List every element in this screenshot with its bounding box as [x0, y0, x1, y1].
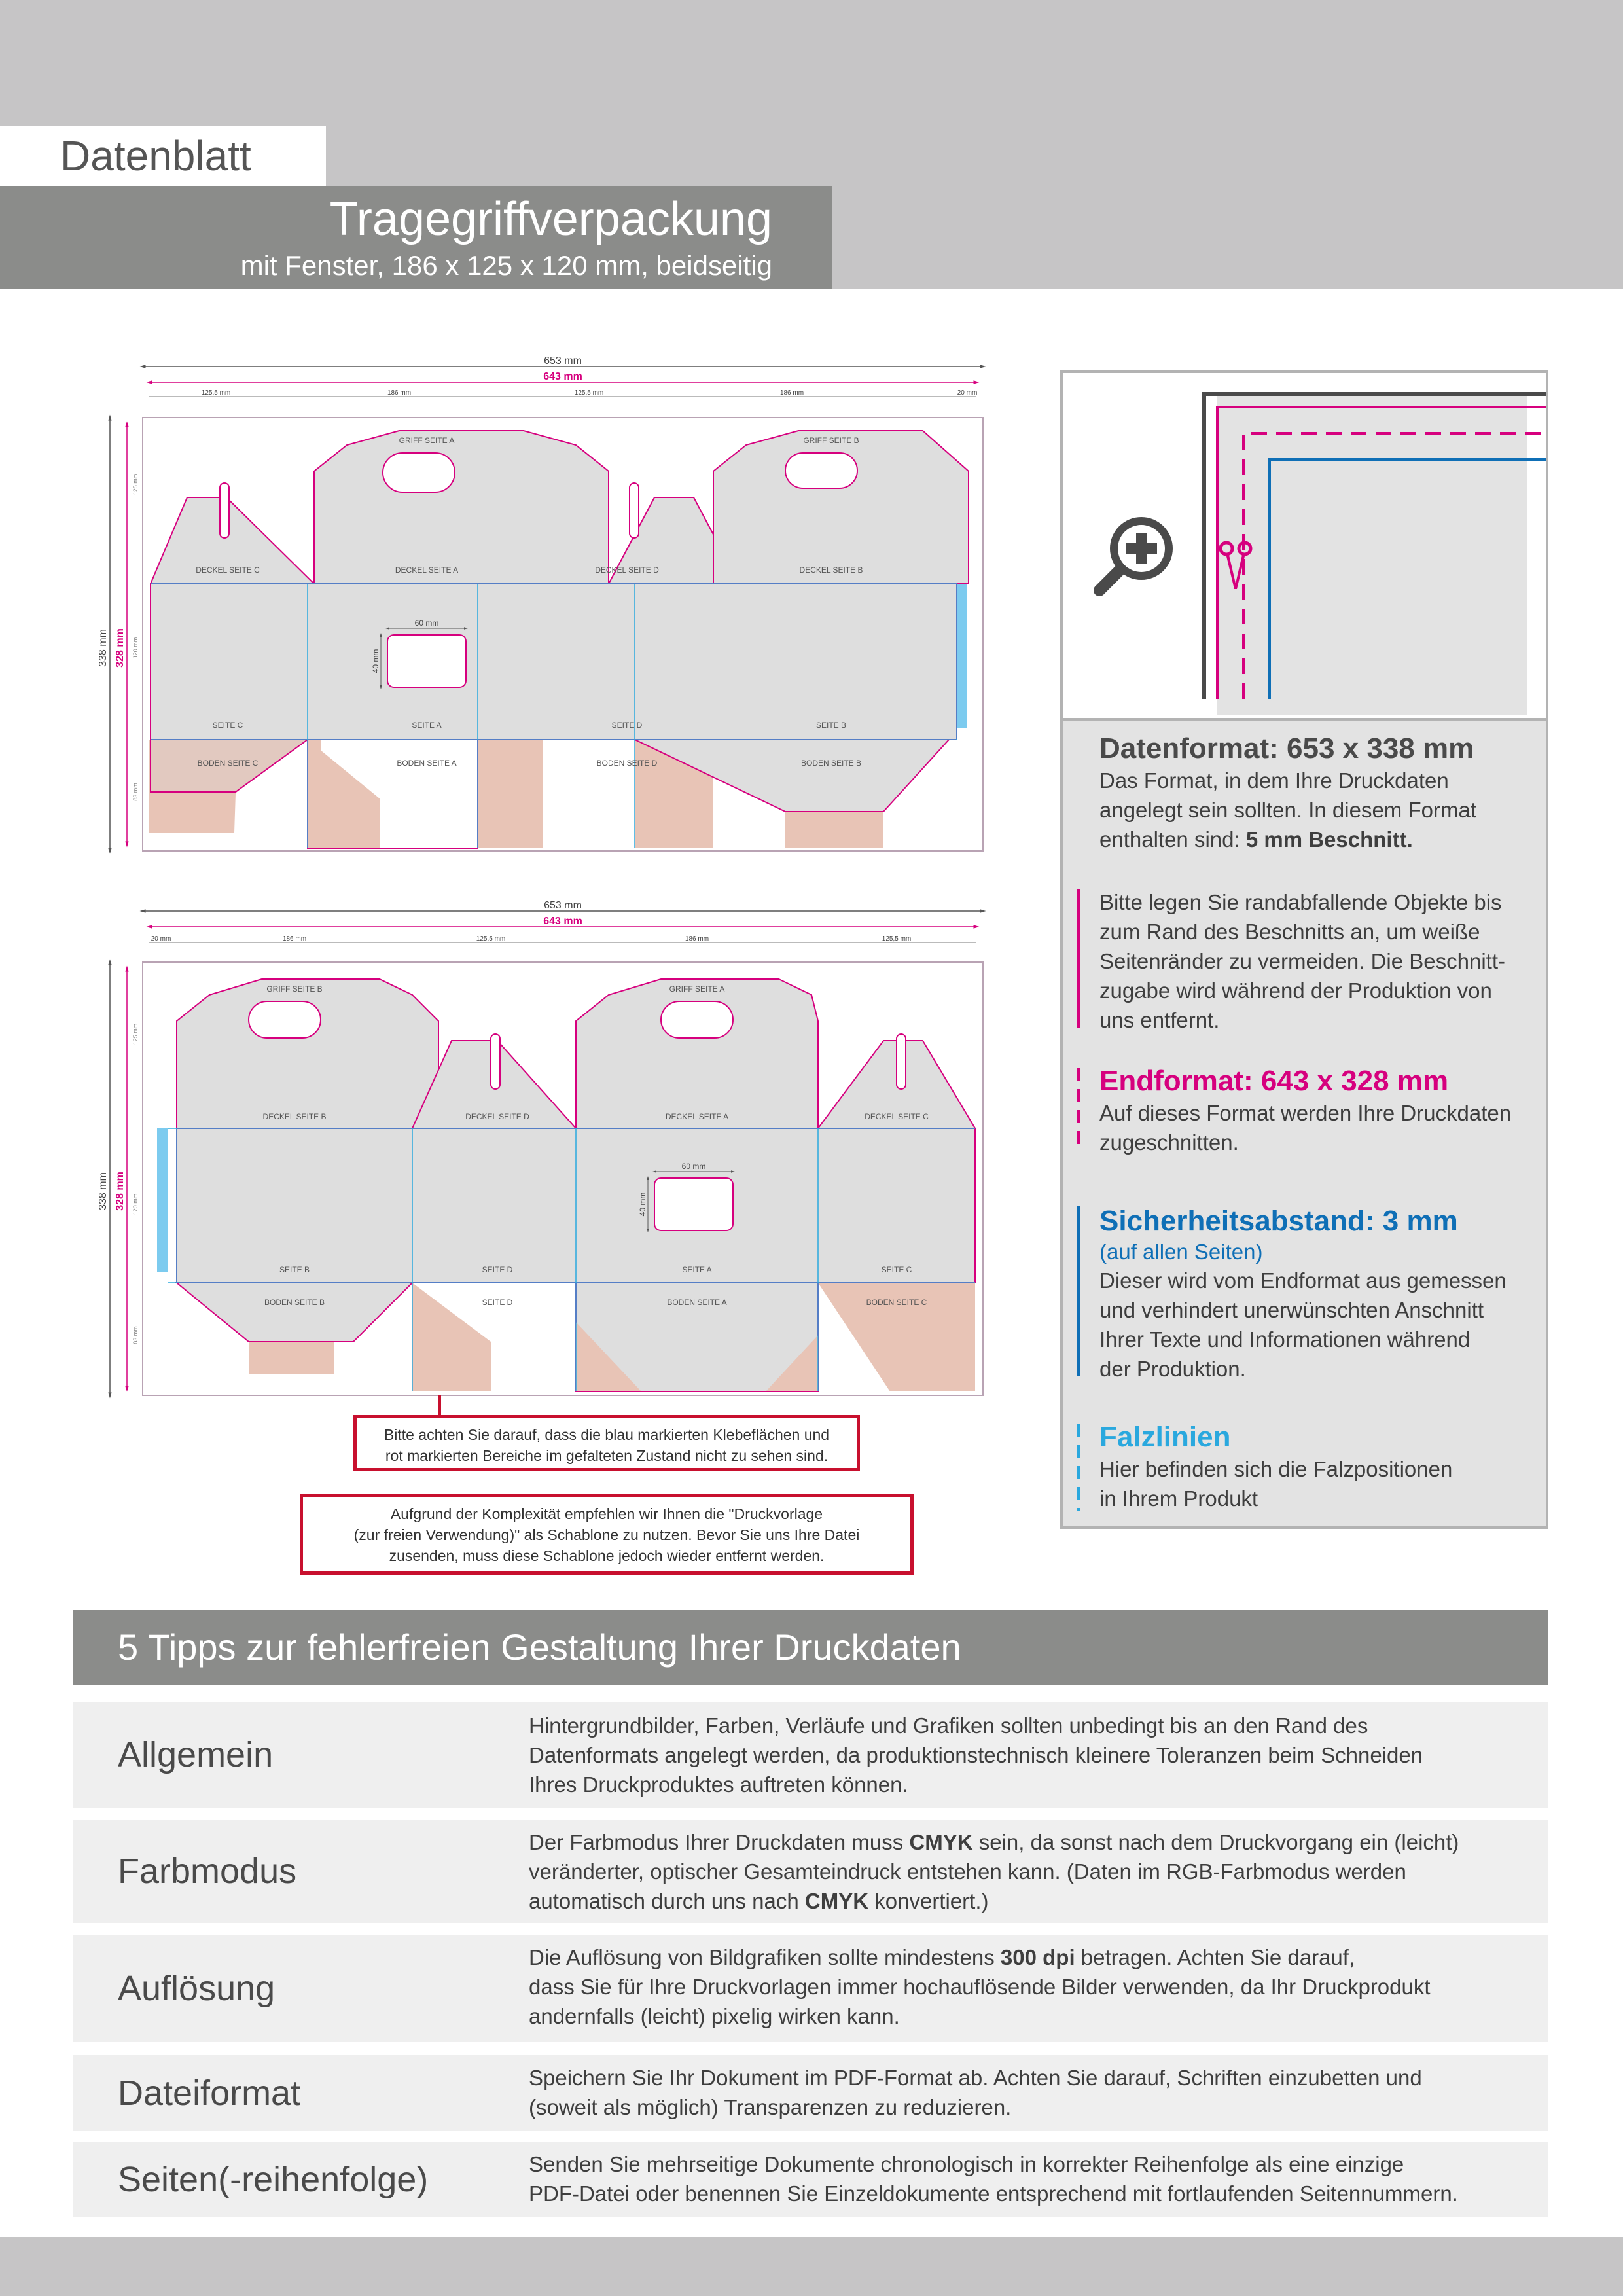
tip-label: Dateiformat	[118, 2073, 301, 2113]
dim-segment: 125,5 mm	[476, 935, 506, 942]
sicherheit-title: Sicherheitsabstand: 3 mm	[1099, 1205, 1458, 1237]
panel-label: GRIFF SEITE B	[803, 436, 859, 445]
window-cutout	[387, 635, 466, 687]
panel-label: DECKEL SEITE A	[665, 1112, 729, 1121]
panel-label: DECKEL SEITE D	[595, 565, 659, 575]
tip-row: Allgemein Hintergrundbilder, Farben, Verläufe und Grafiken sollten unbedingt bis an den Rand des Datenformats angelegt werden, da produktionstechnisch kleinere Toleranzen beim Schneiden Ihres Druckproduktes auftreten können.	[73, 1702, 1548, 1808]
dim-height-outer: 338 mm	[98, 629, 109, 667]
dim-window-width: 60 mm	[681, 1162, 706, 1171]
tip-row: Dateiformat Speichern Sie Ihr Dokument im PDF-Format ab. Achten Sie darauf, Schriften einzubetten und (soweit als möglich) Transparenzen zu reduzieren.	[73, 2055, 1548, 2131]
dim-window-width: 60 mm	[414, 619, 439, 628]
panel-label: BODEN SEITE A	[667, 1298, 727, 1307]
dim-height-small: 83 mm	[132, 783, 139, 801]
tip-label: Seiten(-reihenfolge)	[118, 2160, 429, 2199]
panel-label: GRIFF SEITE A	[669, 984, 725, 994]
datenformat-section: Datenformat: 653 x 338 mm Das Format, in dem Ihre Druckdaten angelegt sein sollten. In diesem Format enthalten sind: 5 mm Beschnitt.	[1099, 732, 1544, 854]
endformat-marker	[1077, 1068, 1080, 1145]
dim-segment: 186 mm	[779, 389, 804, 397]
dieline-diagrams	[72, 340, 1014, 1466]
format-info-panel	[1060, 370, 1548, 1529]
falz-title: Falzlinien	[1099, 1421, 1231, 1453]
dim-segment: 125,5 mm	[882, 935, 912, 942]
glue-area	[957, 584, 967, 728]
dieline-bottom	[98, 900, 983, 1395]
panel-label: BODEN SEITE C	[866, 1298, 927, 1307]
panel-label: DECKEL SEITE B	[262, 1112, 327, 1121]
magnifier-plus-icon	[1099, 517, 1173, 590]
handle-cutout	[249, 1001, 321, 1038]
tip-row: Auflösung Die Auflösung von Bildgrafiken sollte mindestens 300 dpi betragen. Achten Sie darauf, dass Sie für Ihre Druckvorlagen immer hochauflösende Bilder verwenden, da Ihr Druckprodukt andernfalls (leicht) pixelig wirken kann.	[73, 1935, 1548, 2042]
dim-height-small: 120 mm	[132, 637, 139, 659]
dim-segment: 186 mm	[282, 935, 307, 942]
zoom-illustration	[1063, 373, 1546, 721]
dim-segment: 20 mm	[151, 935, 171, 942]
panel-label: BODEN SEITE C	[197, 759, 259, 768]
dim-window-height: 40 mm	[638, 1192, 647, 1217]
bleed-marker	[1077, 889, 1080, 1028]
bottom-band	[0, 2237, 1623, 2296]
glue-area	[157, 1128, 168, 1272]
panel-label: SEITE A	[412, 721, 442, 730]
panel-label: SEITE B	[279, 1265, 310, 1274]
dim-segment: 125,5 mm	[574, 389, 604, 397]
fold-marker	[1077, 1424, 1080, 1511]
dim-height-inner: 328 mm	[115, 628, 126, 668]
dim-height-small: 83 mm	[132, 1326, 139, 1344]
panel-label: DECKEL SEITE A	[395, 565, 459, 575]
panel-label: BODEN SEITE D	[596, 759, 658, 768]
dim-segment: 186 mm	[685, 935, 709, 942]
tip-label: Allgemein	[118, 1735, 274, 1774]
endformat-title: Endformat: 643 x 328 mm	[1099, 1065, 1449, 1097]
title-bar	[0, 186, 832, 289]
template-note: Aufgrund der Komplexität empfehlen wir Ihnen die "Druckvorlage (zur freien Verwendung)" als Schablone zu nutzen. Bevor Sie uns Ihre Datei zusenden, muss diese Schablone jedoch wieder entfernt werden.	[300, 1494, 914, 1575]
window-cutout	[654, 1178, 733, 1230]
dim-width-outer: 653 mm	[544, 900, 582, 911]
document-tag: Datenblatt	[0, 126, 326, 186]
beschnitt-section: Bitte legen Sie randabfallende Objekte bis zum Rand des Beschnitts an, um weiße Seitenränder zu vermeiden. Die Beschnitt- zugabe wird während der Produktion von uns entfernt.	[1099, 890, 1505, 1032]
panel-label: DECKEL SEITE C	[196, 565, 260, 575]
panel-label: DECKEL SEITE B	[799, 565, 863, 575]
dim-height-small: 125 mm	[132, 473, 139, 495]
tip-label: Farbmodus	[118, 1852, 297, 1891]
panel-label: DECKEL SEITE D	[465, 1112, 529, 1121]
panel-label: GRIFF SEITE B	[266, 984, 323, 994]
dim-width-inner: 643 mm	[543, 916, 582, 927]
panel-label: SEITE D	[482, 1265, 513, 1274]
panel-label: BODEN SEITE B	[264, 1298, 325, 1307]
tips-heading: 5 Tipps zur fehlerfreien Gestaltung Ihrer Druckdaten	[73, 1610, 1548, 1685]
sicherheit-section: Sicherheitsabstand: 3 mm (auf allen Seiten) Dieser wird vom Endformat aus gemessen und verhindert unerwünschten Anschnitt Ihrer Texte und Informationen während der Produktion.	[1099, 1204, 1544, 1384]
dim-segment: 20 mm	[957, 389, 978, 397]
dim-height-outer: 338 mm	[98, 1172, 109, 1210]
panel-label: SEITE C	[212, 721, 243, 730]
dieline-top	[98, 355, 983, 851]
panel-label: SEITE D	[482, 1298, 513, 1307]
panel-label: GRIFF SEITE A	[399, 436, 455, 445]
panel-label: SEITE C	[881, 1265, 912, 1274]
endformat-section: Endformat: 643 x 328 mm Auf dieses Format werden Ihre Druckdaten zugeschnitten.	[1099, 1064, 1544, 1157]
dim-height-small: 125 mm	[132, 1023, 139, 1045]
panel-label: SEITE A	[682, 1265, 712, 1274]
dim-width-outer: 653 mm	[544, 355, 582, 367]
tip-label: Auflösung	[118, 1969, 276, 2008]
dim-segment: 125,5 mm	[201, 389, 231, 397]
panel-label: DECKEL SEITE C	[865, 1112, 929, 1121]
page-title: Tragegriffverpackung	[329, 193, 772, 245]
panel-label: SEITE D	[611, 721, 643, 730]
dim-width-inner: 643 mm	[543, 371, 582, 382]
glue-warning-note: Bitte achten Sie darauf, dass die blau markierten Klebeflächen und rot markierten Bereiche im gefalteten Zustand nicht zu sehen sind.	[353, 1415, 860, 1471]
page-subtitle: mit Fenster, 186 x 125 x 120 mm, beidseitig	[240, 250, 772, 281]
safety-marker	[1077, 1206, 1080, 1376]
handle-cutout	[383, 453, 455, 492]
panel-label: BODEN SEITE A	[397, 759, 457, 768]
datenformat-title: Datenformat: 653 x 338 mm	[1099, 732, 1474, 764]
dim-window-height: 40 mm	[371, 649, 380, 673]
panel-label: BODEN SEITE B	[800, 759, 862, 768]
tip-row: Seiten(-reihenfolge) Senden Sie mehrseitige Dokumente chronologisch in korrekter Reihenfolge als eine einzige PDF-Datei oder benennen Sie Einzeldokumente entsprechend mit fortlaufenden Seitennummern.	[73, 2142, 1548, 2217]
falz-section: Falzlinien Hier befinden sich die Falzpositionen in Ihrem Produkt	[1099, 1420, 1544, 1513]
tip-row: Farbmodus Der Farbmodus Ihrer Druckdaten muss CMYK sein, da sonst nach dem Druckvorgang ein (leicht) veränderter, optischer Gesamteindruck entstehen kann. (Daten im RGB-Farbmodus werden automatisch durch uns nach CMYK konvertiert.)	[73, 1820, 1548, 1923]
dim-height-inner: 328 mm	[115, 1172, 126, 1211]
panel-label: SEITE B	[815, 721, 847, 730]
dim-height-small: 120 mm	[132, 1193, 139, 1215]
dim-segment: 186 mm	[387, 389, 412, 397]
